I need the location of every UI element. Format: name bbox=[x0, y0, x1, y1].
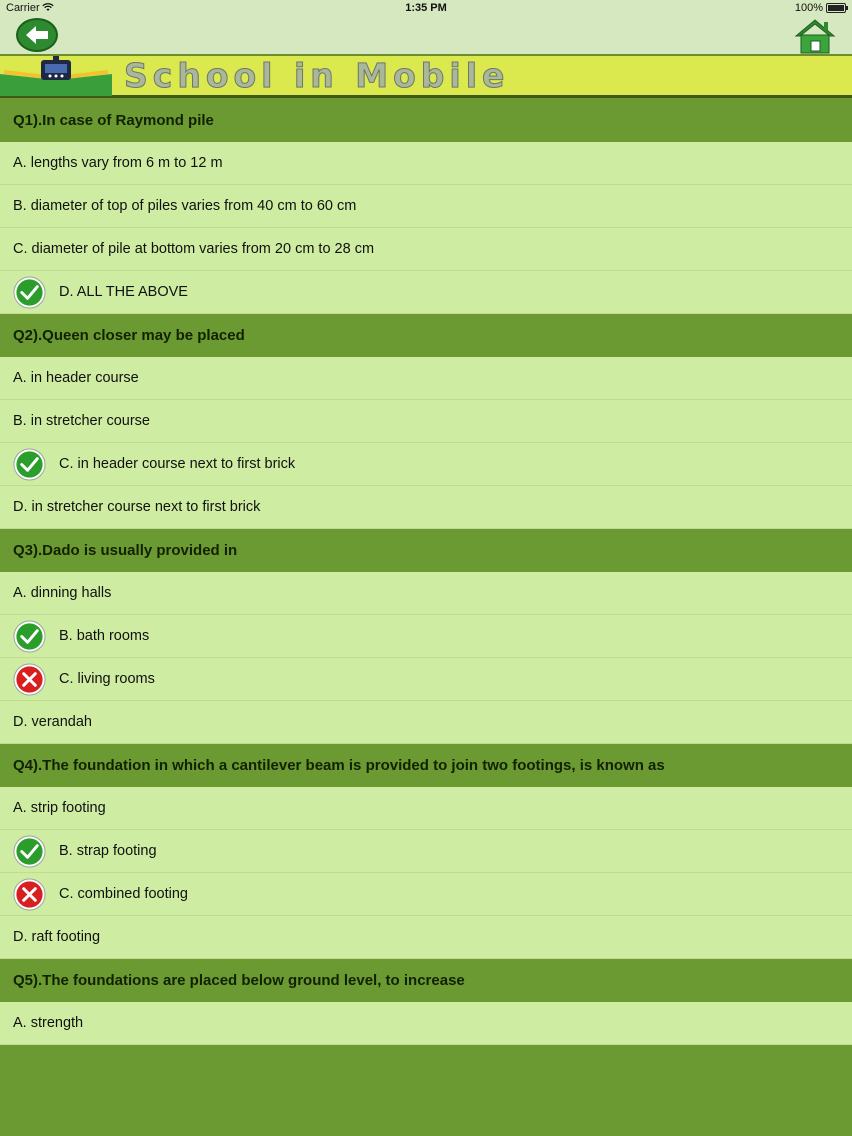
battery-icon bbox=[826, 3, 846, 13]
correct-check-icon bbox=[13, 448, 46, 481]
answer-option[interactable] bbox=[0, 916, 852, 959]
answer-option[interactable] bbox=[0, 787, 852, 830]
correct-check-icon bbox=[13, 276, 46, 309]
question-header: Q2).Queen closer may be placed bbox=[0, 314, 852, 357]
back-arrow-icon bbox=[24, 24, 50, 46]
answer-option[interactable] bbox=[0, 658, 852, 701]
answer-option[interactable] bbox=[0, 271, 852, 314]
status-bar bbox=[0, 0, 852, 16]
answer-text: D. ALL THE ABOVE bbox=[59, 284, 188, 300]
answer-option[interactable] bbox=[0, 615, 852, 658]
question-header: Q3).Dado is usually provided in bbox=[0, 529, 852, 572]
clock: 1:35 PM bbox=[405, 2, 447, 14]
answer-option[interactable] bbox=[0, 357, 852, 400]
answer-text: C. living rooms bbox=[59, 671, 155, 687]
answer-option[interactable] bbox=[0, 701, 852, 744]
answer-option[interactable] bbox=[0, 1002, 852, 1045]
answer-text: D. verandah bbox=[13, 714, 92, 730]
school-logo-icon bbox=[0, 56, 118, 96]
wrong-cross-icon bbox=[13, 878, 46, 911]
carrier-label: Carrier bbox=[6, 2, 40, 14]
answer-option[interactable] bbox=[0, 185, 852, 228]
answer-text: A. strip footing bbox=[13, 800, 106, 816]
wrong-cross-icon bbox=[13, 663, 46, 696]
answer-option[interactable] bbox=[0, 142, 852, 185]
battery-indicator bbox=[795, 2, 846, 14]
answer-text: D. in stretcher course next to first brick bbox=[13, 499, 261, 515]
answer-option[interactable] bbox=[0, 486, 852, 529]
answer-option[interactable] bbox=[0, 873, 852, 916]
answer-option[interactable] bbox=[0, 830, 852, 873]
app-banner bbox=[0, 54, 852, 98]
battery-percent: 100% bbox=[794, 2, 823, 14]
question-header: Q1).In case of Raymond pile bbox=[0, 99, 852, 142]
answer-text: B. in stretcher course bbox=[13, 413, 150, 429]
answer-text: C. combined footing bbox=[59, 886, 188, 902]
answer-text: B. bath rooms bbox=[59, 628, 150, 644]
home-button[interactable] bbox=[794, 18, 836, 54]
answer-text: C. in header course next to first brick bbox=[59, 456, 296, 472]
answer-option[interactable] bbox=[0, 572, 852, 615]
answer-text: C. diameter of pile at bottom varies from 20 cm to 28 cm bbox=[13, 241, 375, 257]
answer-text: A. strength bbox=[13, 1015, 84, 1031]
answer-text: B. strap footing bbox=[59, 843, 157, 859]
answer-text: B. diameter of top of piles varies from 40 cm to 60 cm bbox=[13, 198, 357, 214]
app-title: School in Mobile bbox=[124, 56, 510, 95]
answer-text: D. raft footing bbox=[13, 929, 101, 945]
quiz-list[interactable] bbox=[0, 99, 852, 1045]
answer-option[interactable] bbox=[0, 400, 852, 443]
nav-bar bbox=[0, 16, 852, 54]
question-header: Q5).The foundations are placed below ground level, to increase bbox=[0, 959, 852, 1002]
correct-check-icon bbox=[13, 620, 46, 653]
question-header: Q4).The foundation in which a cantilever beam is provided to join two footings, is known as bbox=[0, 744, 852, 787]
back-button[interactable] bbox=[16, 18, 58, 52]
correct-check-icon bbox=[13, 835, 46, 868]
answer-text: A. dinning halls bbox=[13, 585, 112, 601]
answer-text: A. in header course bbox=[13, 370, 139, 386]
answer-text: A. lengths vary from 6 m to 12 m bbox=[13, 155, 223, 171]
answer-option[interactable] bbox=[0, 443, 852, 486]
answer-option[interactable] bbox=[0, 228, 852, 271]
